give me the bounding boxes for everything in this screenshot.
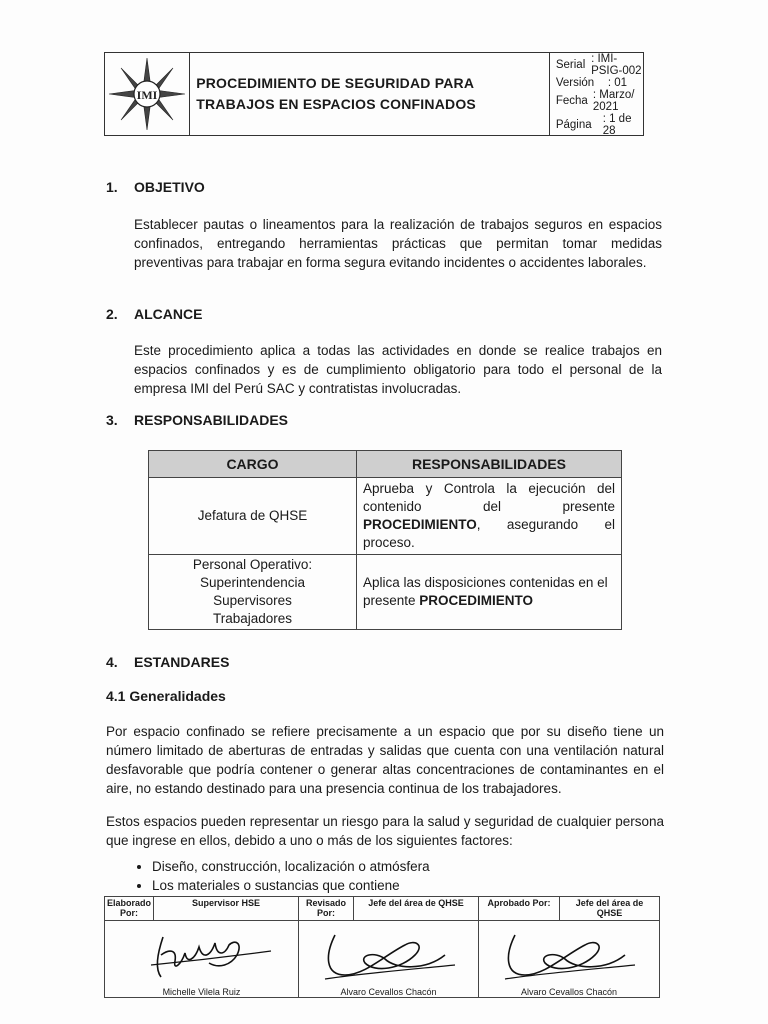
- responsabilidad-cell: Aplica las disposiciones contenidas en el presente PROCEDIMIENTO: [357, 555, 622, 630]
- subsection-heading-generalidades: 4.1 Generalidades: [106, 688, 226, 704]
- cargo-cell: Personal Operativo: Superintendencia Supervisores Trabajadores: [149, 555, 357, 630]
- meta-label: Serial: [555, 59, 586, 71]
- approval-footer-table: [104, 896, 660, 998]
- signer-name: Alvaro Cevallos Chacón: [340, 987, 437, 997]
- document-meta: [550, 53, 643, 135]
- meta-value: : IMI-PSIG-002: [591, 53, 642, 77]
- signer-name: Alvaro Cevallos Chacón: [520, 987, 618, 997]
- section-heading-responsabilidades: 3. RESPONSABILIDADES: [106, 412, 289, 428]
- aprobado-label: Aprobado Por:: [479, 897, 560, 921]
- aprobado-role: Jefe del área de QHSE: [560, 897, 660, 921]
- document-title-line2: TRABAJOS EN ESPACIOS CONFINADOS: [196, 96, 476, 112]
- generalidades-paragraph-2: Estos espacios pueden representar un riesgo para la salud y seguridad de cualquier persona que ingrese en ellos, debido a uno o más de los siguientes factores:: [106, 814, 664, 848]
- section-heading-estandares: 4. ESTANDARES: [106, 654, 230, 670]
- table-header-responsabilidades: RESPONSABILIDADES: [357, 451, 622, 478]
- svg-text:IMI: IMI: [136, 88, 158, 102]
- meta-value: : 01: [607, 77, 628, 89]
- meta-label: Página: [555, 119, 592, 131]
- meta-label: Versión: [555, 77, 595, 89]
- elaborado-role: Supervisor HSE: [154, 897, 299, 921]
- table-row: [149, 555, 622, 630]
- section-heading-objetivo: 1. OBJETIVO: [106, 179, 205, 195]
- section-heading-alcance: 2. ALCANCE: [106, 306, 203, 322]
- list-item: • Los materiales o sustancias que contiene: [152, 876, 430, 895]
- signer-name: Michelle Vilela Ruiz: [162, 987, 241, 997]
- generalidades-paragraph-1: Por espacio confinado se refiere precisamente a un espacio que por su diseño tiene un número limitado de aberturas de entradas y salidas que cuenta con una ventilación natural desfavorable que podría contener o generar altas concentraciones de contaminantes en el aire, no estando destinado para una presencia continua de los trabajadores.: [106, 724, 664, 796]
- signature-aprobado: [479, 921, 660, 998]
- document-title-line1: PROCEDIMIENTO DE SEGURIDAD PARA: [196, 75, 475, 91]
- meta-value: : Marzo/ 2021: [592, 89, 635, 113]
- revisado-role: Jefe del área de QHSE: [354, 897, 479, 921]
- meta-value: : 1 de 28: [602, 113, 632, 137]
- responsibilities-table: [148, 450, 622, 630]
- meta-label: Fecha: [555, 95, 588, 107]
- handwritten-signature-icon: [485, 925, 645, 985]
- list-item: • Diseño, construcción, localización o atmósfera: [152, 857, 430, 876]
- handwritten-signature-icon: [305, 925, 465, 985]
- cargo-cell: Jefatura de QHSE: [149, 478, 357, 555]
- signature-revisado: [299, 921, 479, 998]
- signature-elaborado: [105, 921, 299, 998]
- compass-star-logo-icon: [107, 56, 187, 132]
- alcance-paragraph: Este procedimiento aplica a todas las actividades en donde se realice trabajos en espacios confinados y es de cumplimiento obligatorio para todo el personal de la empresa IMI del Perú SAC y contratistas involucradas.: [134, 343, 662, 396]
- factors-list: [130, 857, 430, 895]
- revisado-label: Revisado Por:: [299, 897, 354, 921]
- document-header: [104, 52, 644, 136]
- handwritten-signature-icon: [111, 925, 281, 985]
- responsabilidad-cell: Aprueba y Controla la ejecución del contenido del presente PROCEDIMIENTO, asegurando el proceso.: [357, 478, 622, 555]
- objetivo-paragraph: Establecer pautas o lineamentos para la realización de trabajos seguros en espacios confinados, entregando herramientas prácticas que permitan tomar medidas preventivas para trabajar en forma segura evitando incidentes o accidentes laborales.: [134, 217, 662, 270]
- company-logo: [105, 53, 190, 135]
- elaborado-label: Elaborado Por:: [105, 897, 154, 921]
- table-header-cargo: CARGO: [149, 451, 357, 478]
- table-row: [149, 478, 622, 555]
